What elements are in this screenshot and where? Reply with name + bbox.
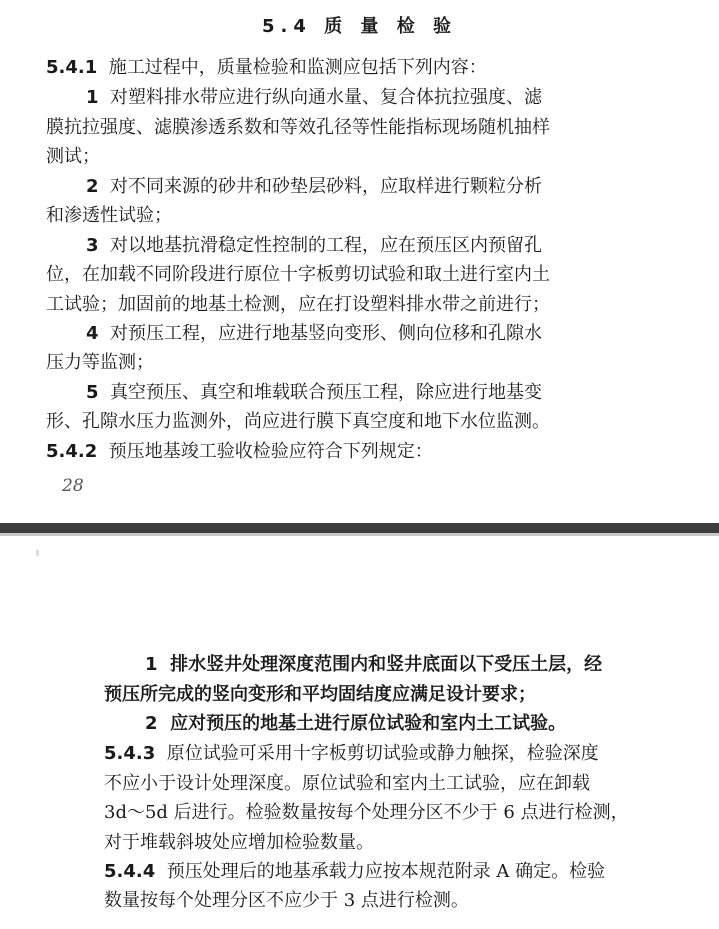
clause-number: 5.4.3: [104, 743, 156, 764]
item-5-line-2: 形、孔隙水压力监测外，尚应进行膜下真空度和地下水位监测。: [46, 411, 550, 432]
item-text: 对预压工程，应进行地基竖向变形、侧向位移和孔隙水: [109, 323, 542, 344]
item-text: 排水竖井处理深度范围内和竖井底面以下受压土层，经: [170, 654, 603, 675]
item-2-line-2: 和渗透性试验；: [46, 205, 172, 226]
item-number: 1: [86, 87, 99, 108]
item-text: 应对预压的地基土进行原位试验和室内土工试验。: [170, 713, 567, 734]
clause-5-4-3-line-2: 不应小于设计处理深度。原位试验和室内土工试验，应在卸载: [104, 773, 590, 794]
page-number: 28: [62, 476, 84, 496]
item-1-line-2: 膜抗拉强度、滤膜渗透系数和等效孔径等性能指标现场随机抽样: [46, 117, 550, 138]
item-text: 对以地基抗滑稳定性控制的工程，应在预压区内预留孔: [109, 235, 542, 256]
clause-5-4-2: [46, 440, 433, 464]
item-number: 4: [86, 323, 99, 344]
item-4-line-2: 压力等监测；: [46, 352, 154, 373]
clause-5-4-3-line-4: 对于堆载斜坡处应增加检验数量。: [104, 832, 374, 853]
lower-item-2-line-1: [145, 712, 566, 736]
item-1-line-3: 测试；: [46, 146, 100, 167]
clause-5-4-4-line-2: 数量按每个处理分区不应少于 3 点进行检测。: [104, 890, 469, 911]
clause-text: 原位试验可采用十字板剪切试验或静力触探，检验深度: [166, 743, 599, 764]
page-divider-shadow: [0, 533, 719, 536]
clause-5-4-1: [46, 56, 487, 80]
item-number: 2: [86, 176, 99, 197]
item-text: 对塑料排水带应进行纵向通水量、复合体抗拉强度、滤: [109, 87, 542, 108]
clause-5-4-4-line-1: [104, 860, 605, 884]
item-5-line-1: [86, 381, 542, 405]
item-number: 1: [145, 654, 158, 675]
item-4-line-1: [86, 322, 542, 346]
lower-item-1-line-2: 预压所完成的竖向变形和平均固结度应满足设计要求；: [104, 684, 536, 705]
page-divider: [0, 523, 719, 533]
item-3-line-1: [86, 234, 542, 258]
item-text: 真空预压、真空和堆载联合预压工程，除应进行地基变: [109, 382, 542, 403]
clause-text: 预压地基竣工验收检验应符合下列规定：: [108, 441, 433, 462]
item-number: 3: [86, 235, 99, 256]
clause-number: 5.4.4: [104, 861, 156, 882]
item-1-line-1: [86, 86, 542, 110]
clause-text: 施工过程中，质量检验和监测应包括下列内容：: [108, 57, 487, 78]
item-number: 2: [145, 713, 158, 734]
item-3-line-2: 位，在加载不同阶段进行原位十字板剪切试验和取土进行室内土: [46, 264, 550, 285]
item-text: 对不同来源的砂井和砂垫层砂料，应取样进行颗粒分析: [109, 176, 542, 197]
clause-number: 5.4.1: [46, 57, 98, 78]
item-number: 5: [86, 382, 99, 403]
section-heading: 5.4 质 量 检 验: [262, 16, 457, 37]
item-2-line-1: [86, 175, 542, 199]
clause-number: 5.4.2: [46, 441, 98, 462]
clause-5-4-3-line-1: [104, 742, 599, 766]
clause-text: 预压处理后的地基承载力应按本规范附录 A 确定。检验: [166, 861, 606, 882]
clause-5-4-3-line-3: 3d～5d 后进行。检验数量按每个处理分区不少于 6 点进行检测，: [104, 802, 629, 823]
item-3-line-3: 工试验；加固前的地基土检测，应在打设塑料排水带之前进行；: [46, 294, 550, 315]
lower-item-1-line-1: [145, 653, 602, 677]
lower-page: [0, 540, 719, 929]
